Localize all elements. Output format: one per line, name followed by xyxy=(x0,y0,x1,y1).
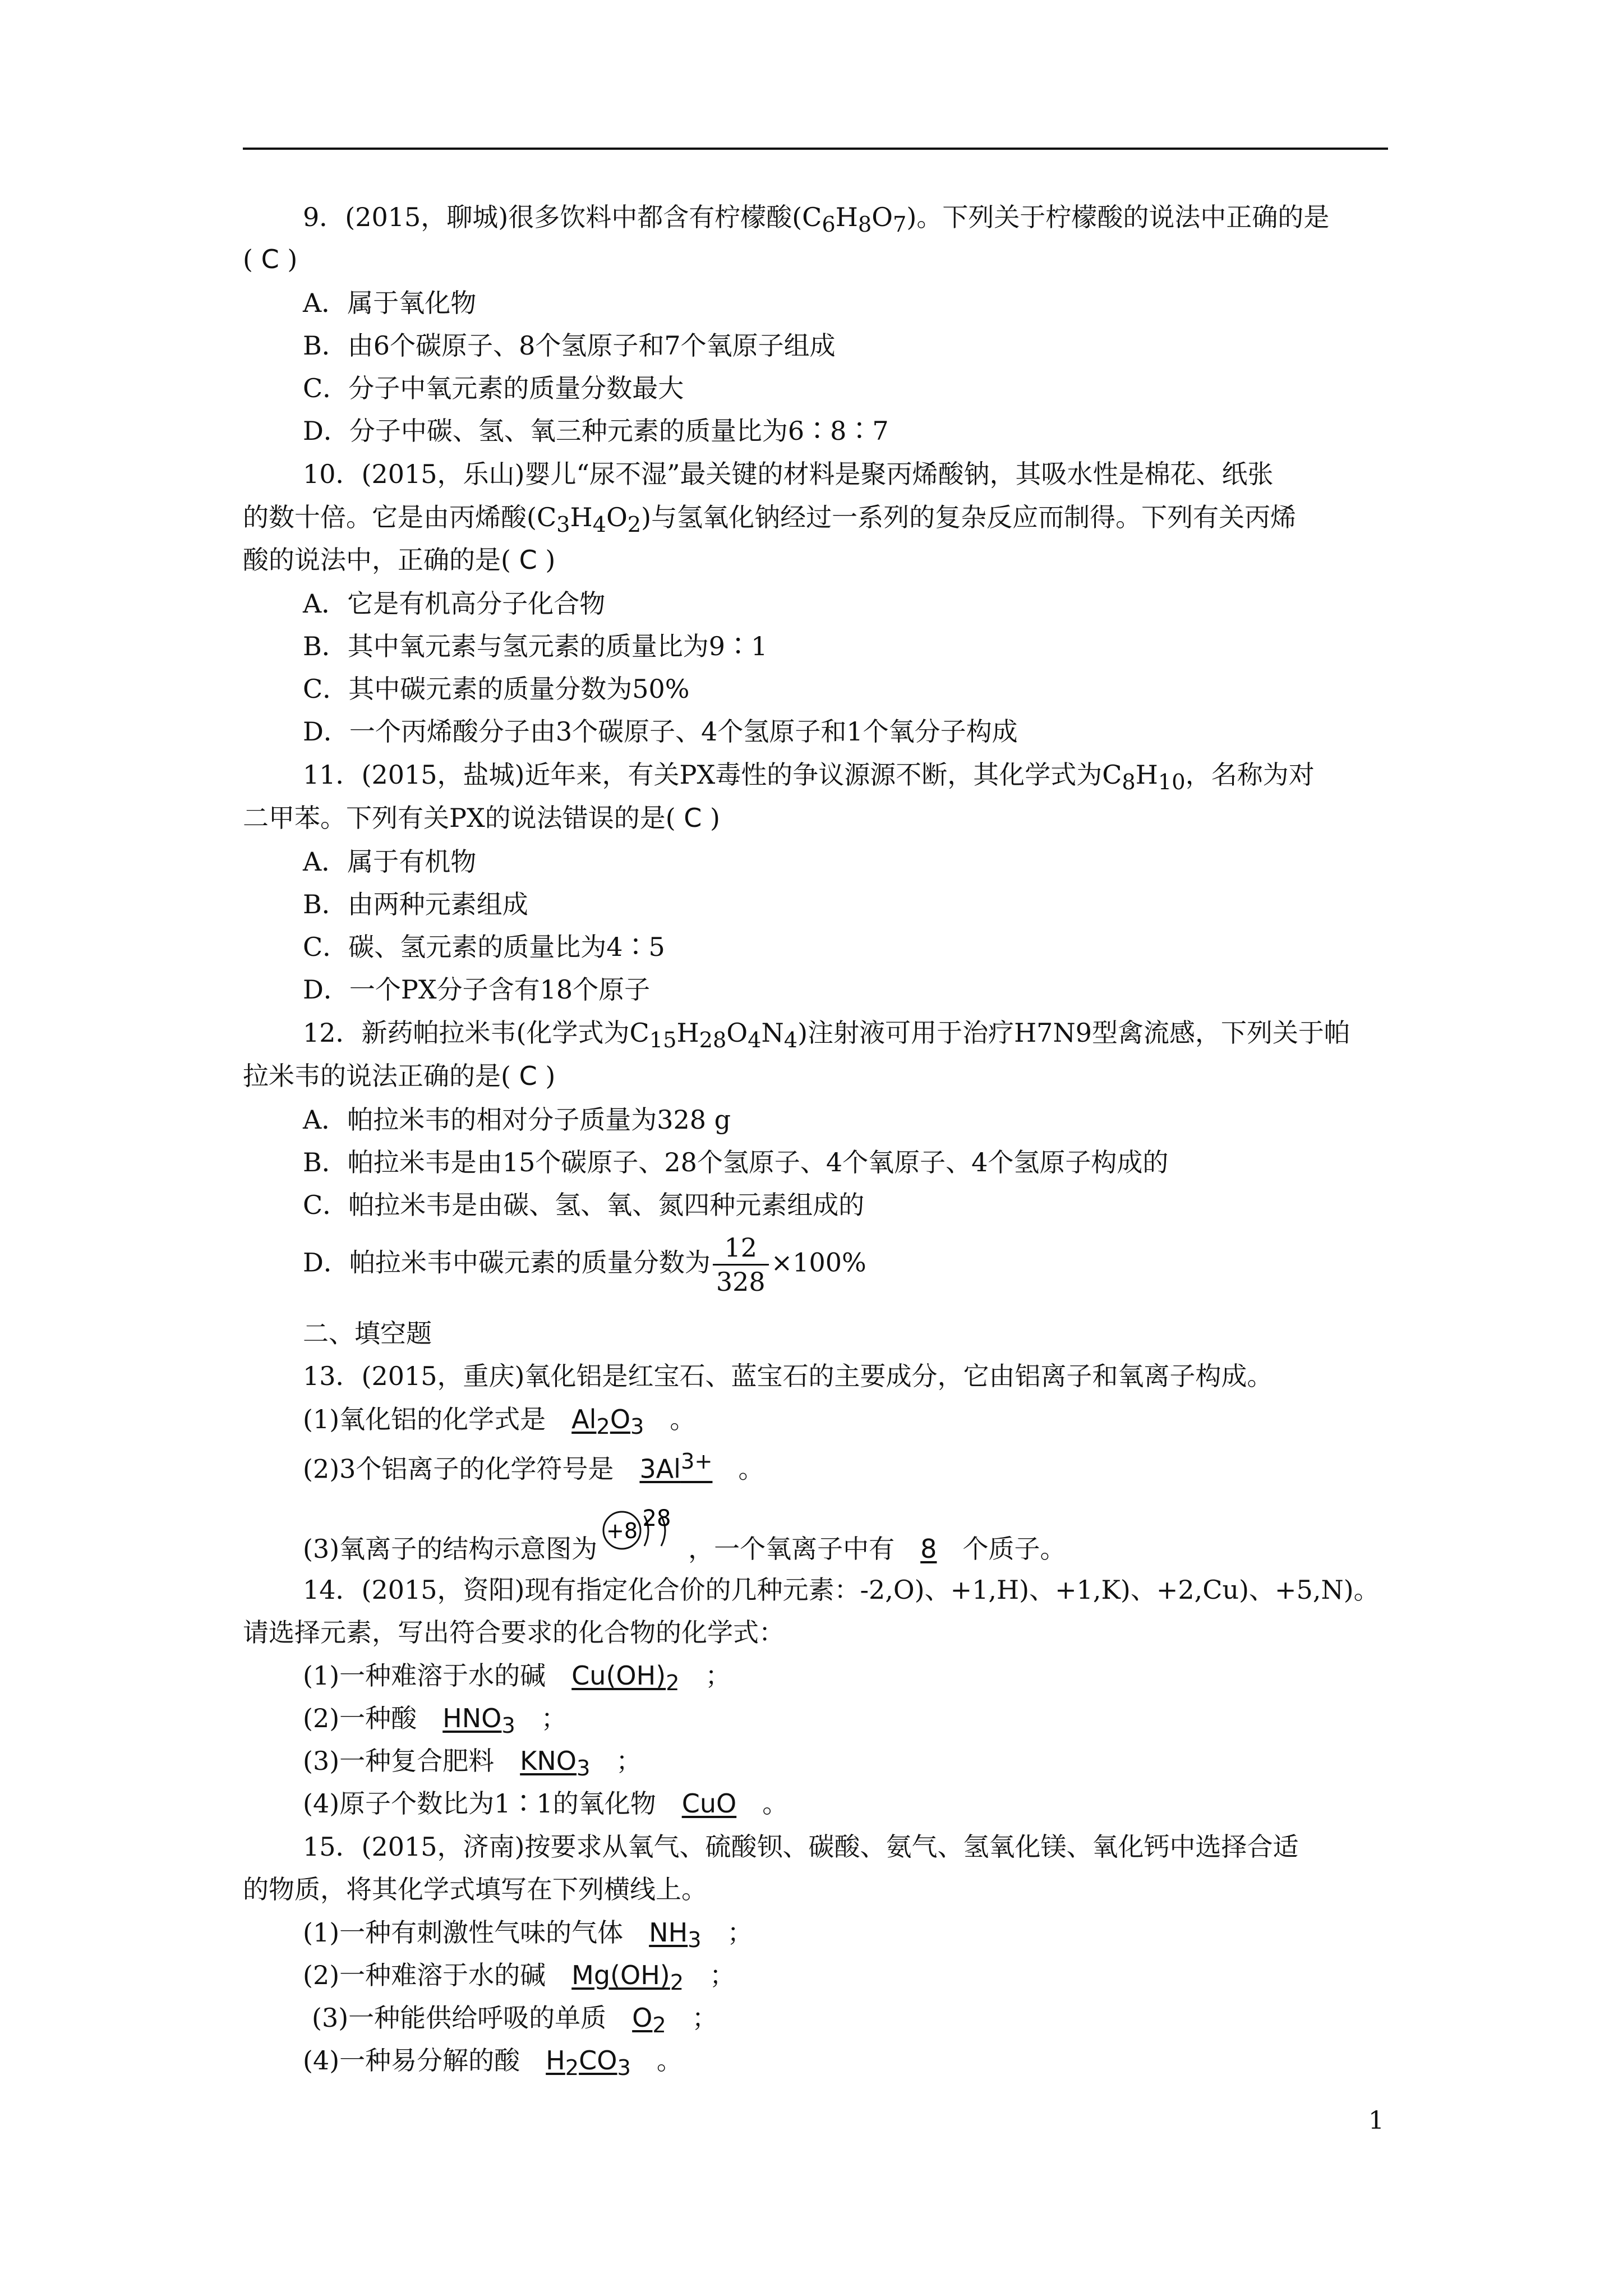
q12-option-b: B．帕拉米韦是由15个碳原子、28个氢原子、4个氧原子、4个氢原子构成的 xyxy=(303,1147,1169,1177)
q13-answer-2: $3Al^{3+}$ xyxy=(639,1449,713,1484)
q9-stem-line2: ( C ) xyxy=(243,244,298,274)
q14-part2: (2)一种酸 $HNO_3$ ； xyxy=(303,1700,567,1744)
q13-part3: (3)氧离子的结构示意图为 +8 28 ，一个氧离子中有 8 个质子。 xyxy=(303,1520,1066,1582)
q10-answer: C xyxy=(519,545,537,575)
q9-option-d: D．分子中碳、氢、氧三种元素的质量比为6∶8∶7 xyxy=(303,416,889,446)
q13-stem: 13．(2015，重庆)氧化铝是红宝石、蓝宝石的主要成分，它由铝离子和氧离子构成。 xyxy=(303,1361,1273,1391)
q9-answer: C xyxy=(261,244,279,274)
q10-option-b: B．其中氧元素与氢元素的质量比为9∶1 xyxy=(303,631,768,661)
q14-answer-3: $KNO_3$ xyxy=(520,1746,591,1782)
q9-option-a: A．属于氧化物 xyxy=(303,288,477,318)
q9-option-b: B．由6个碳原子、8个氢原子和7个氧原子组成 xyxy=(303,330,836,361)
header-rule xyxy=(243,148,1388,150)
q15-part4: (4)一种易分解的酸 $H_2CO_3$ 。 xyxy=(303,2042,683,2086)
q10-stem-line3: 酸的说法中，正确的是( C ) xyxy=(243,545,556,575)
q13-answer-3: 8 xyxy=(920,1534,937,1564)
q14-part3: (3)一种复合肥料 $KNO_3$ ； xyxy=(303,1743,642,1787)
q14-answer-2: $HNO_3$ xyxy=(442,1703,515,1739)
q11-option-d: D．一个PX分子含有18个原子 xyxy=(303,974,651,1005)
q10-stem-line2: 的数十倍。它是由丙烯酸$(C_3H_4O_2)$与氢氧化钠经过一系列的复杂反应而制得。下列有关丙烯 xyxy=(243,502,1297,538)
q10-option-d: D．一个丙烯酸分子由3个碳原子、4个氢原子和1个氧分子构成 xyxy=(303,716,1018,747)
q12-answer: C xyxy=(519,1061,537,1091)
q11-option-c: C．碳、氢元素的质量比为4∶5 xyxy=(303,932,665,962)
q15-answer-1: $NH_3$ xyxy=(649,1917,702,1953)
q13-answer-1: $Al_2O_3$ xyxy=(571,1404,644,1440)
q12-stem-line1: 12．新药帕拉米韦(化学式为$C_{15}H_{28}O_4N_4$)注射液可用于治疗H7N9型禽流感，下列关于帕 xyxy=(303,1018,1350,1053)
q14-answer-4: CuO xyxy=(681,1788,737,1819)
svg-text:+8: +8 xyxy=(606,1519,638,1543)
q12-option-a: A．帕拉米韦的相对分子质量为328 g xyxy=(303,1105,731,1135)
q15-part2: (2)一种难溶于水的碱 $Mg(OH)_2$ ； xyxy=(303,1957,735,2001)
q12-option-d: D．帕拉米韦中碳元素的质量分数为 $\frac{12}{328}$ ×100% xyxy=(303,1232,866,1297)
q14-stem-line1: 14．(2015，资阳)现有指定化合价的几种元素：-2,O)、+1,H)、+1,K)、+2,Cu)、+5,N)。 xyxy=(303,1575,1380,1605)
q11-option-b: B．由两种元素组成 xyxy=(303,889,528,919)
q12-fraction: $\frac{12}{328}$ xyxy=(713,1231,769,1298)
q14-part1: (1)一种难溶于水的碱 $Cu(OH)_2$ ； xyxy=(303,1658,731,1701)
q15-stem-line1: 15．(2015，济南)按要求从氧气、硫酸钡、碳酸、氨气、氢氧化镁、氧化钙中选择合适 xyxy=(303,1832,1299,1862)
q11-stem-line2: 二甲苯。下列有关PX的说法错误的是( C ) xyxy=(243,803,720,833)
q11-answer: C xyxy=(684,803,702,833)
q10-option-c: C．其中碳元素的质量分数为50% xyxy=(303,674,690,704)
q15-answer-2: $Mg(OH)_2$ xyxy=(571,1960,684,1996)
q10-stem-line1: 10．(2015，乐山)婴儿“尿不湿”最关键的材料是聚丙烯酸钠，其吸水性是棉花、纸张 xyxy=(303,459,1274,489)
q15-part3: (3)一种能供给呼吸的单质 $O_2$ ； xyxy=(312,2000,718,2044)
q13-part1: (1)氧化铝的化学式是 $Al_2O_3$ 。 xyxy=(303,1401,695,1445)
oxygen-ion-structure-diagram xyxy=(601,1503,685,1565)
page-number: 1 xyxy=(1368,2106,1384,2135)
q10-option-a: A．它是有机高分子化合物 xyxy=(303,588,606,619)
q15-answer-4: $H_2CO_3$ xyxy=(546,2045,631,2081)
q13-part2: (2)3个铝离子的化学符号是 $3Al^{3+}$ 。 xyxy=(303,1444,764,1487)
q11-option-a: A．属于有机物 xyxy=(303,846,477,877)
q12-stem-line2: 拉米韦的说法正确的是( C ) xyxy=(243,1061,556,1091)
q9-option-c: C．分子中氧元素的质量分数最大 xyxy=(303,373,684,403)
q15-stem-line2: 的物质，将其化学式填写在下列横线上。 xyxy=(243,1874,707,1904)
q14-answer-1: $Cu(OH)_2$ xyxy=(571,1660,680,1696)
q15-part1: (1)一种有刺激性气味的气体 $NH_3$ ； xyxy=(303,1915,753,1958)
svg-text:28: 28 xyxy=(642,1506,671,1531)
section-title: 二、填空题 xyxy=(303,1318,432,1349)
q12-option-c: C．帕拉米韦是由碳、氢、氧、氮四种元素组成的 xyxy=(303,1190,865,1220)
q14-part4: (4)原子个数比为1∶1的氧化物 CuO 。 xyxy=(303,1786,788,1821)
q14-stem-line2: 请选择元素，写出符合要求的化合物的化学式： xyxy=(243,1617,785,1648)
q11-stem-line1: 11．(2015，盐城)近年来，有关PX毒性的争议源源不断，其化学式为$C_8H_{10}$，名称为对 xyxy=(303,760,1315,795)
q15-answer-3: $O_2$ xyxy=(632,2003,666,2039)
q9-stem-line1: 9．(2015，聊城)很多饮料中都含有柠檬酸$(C_6H_8O_7)$。下列关于柠檬酸的说法中正确的是 xyxy=(303,202,1330,238)
